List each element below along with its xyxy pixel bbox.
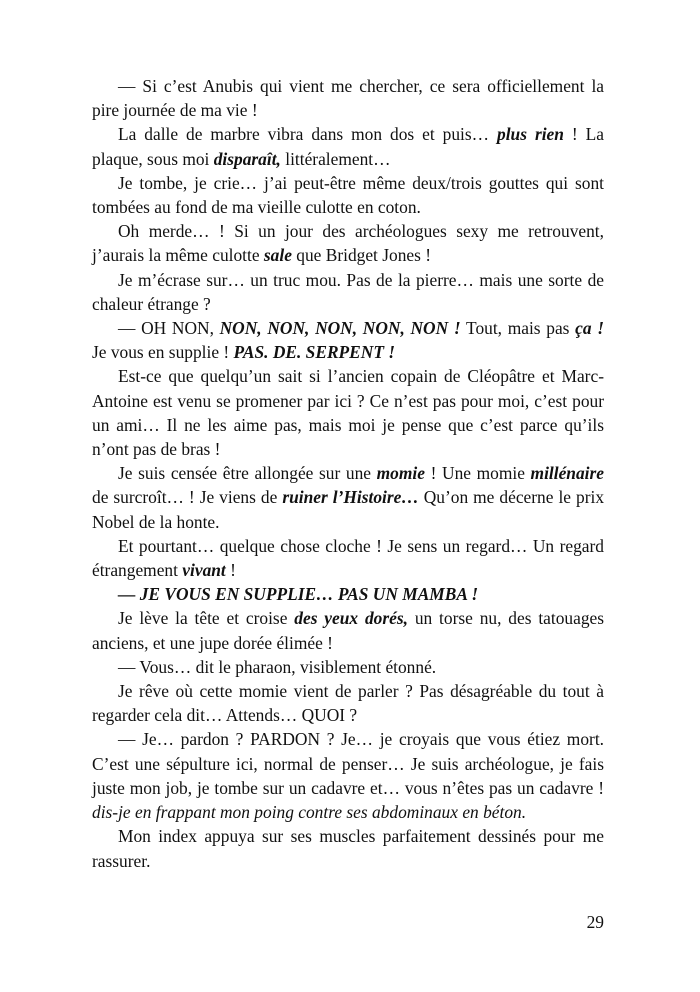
paragraph <box>92 606 604 654</box>
emphasis-text: vivant <box>182 560 226 581</box>
paragraph <box>92 582 604 606</box>
paragraph <box>92 364 604 461</box>
body-text <box>92 74 604 873</box>
emphasis-text: millénaire <box>530 463 604 484</box>
emphasis-text: plus rien <box>497 124 564 145</box>
emphasis-text: des yeux dorés, <box>294 608 408 629</box>
text-run: Je m’écrase sur… un truc mou. Pas de la pierre… mais une sorte de chaleur étrange ? <box>92 269 604 314</box>
text-run: ! Une momie <box>424 463 531 484</box>
paragraph <box>92 219 604 267</box>
text-run: Je rêve où cette momie vient de parler ? Pas désagréable du tout à regarder cela dit… Attends… QUOI ? <box>92 681 604 726</box>
paragraph <box>92 655 604 679</box>
text-run: Qu’on me décerne le prix Nobel de la honte. <box>92 487 605 532</box>
paragraph <box>92 679 604 727</box>
text-run: de surcroît… ! Je viens de <box>92 487 283 508</box>
emphasis-text: PAS. DE. SERPENT ! <box>233 342 396 363</box>
paragraph <box>92 727 604 824</box>
text-run: Je lève la tête et croise <box>118 608 295 629</box>
text-run: La dalle de marbre vibra dans mon dos et puis… <box>118 124 498 145</box>
text-run: Est-ce que quelqu’un sait si l’ancien copain de Cléopâtre et Marc-Antoine est venu se promener par ici ? Ce n’est pas pour moi, c’est pour un ami… Il ne les aime pas, mais moi je pense que c’est parce qu’ils n’ont pas de bras ! <box>92 366 604 460</box>
paragraph <box>92 824 604 872</box>
emphasis-text: disparaît, <box>213 148 281 169</box>
text-run: Et pourtant… quelque chose cloche ! Je sens un regard… Un regard étrangement <box>92 535 604 581</box>
text-run: Tout, mais pas <box>460 318 576 339</box>
text-run: — Je… pardon ? PARDON ? Je… je croyais que vous étiez mort. C’est une sépulture ici, normal de penser… Je suis archéologue, je fais juste mon job, je tombe sur un cadavre et… vous n’êtes pas un cadavre ! <box>92 729 604 798</box>
paragraph <box>92 74 604 122</box>
paragraph <box>92 534 604 582</box>
text-run: ! La plaque, sous moi <box>92 124 604 169</box>
text-run: Je tombe, je crie… j’ai peut-être même deux/trois gouttes qui sont tombées au fond de ma vieille culotte en coton. <box>92 172 604 218</box>
emphasis-text: momie <box>376 463 425 484</box>
emphasis-text: sale <box>263 245 292 266</box>
page-number: 29 <box>586 912 604 932</box>
paragraph <box>92 268 604 316</box>
emphasis-text: NON, NON, NON, NON, NON ! <box>219 318 461 339</box>
italic-text: dis-je en frappant mon poing contre ses abdominaux en béton. <box>92 802 527 823</box>
emphasis-text: ça ! <box>575 318 605 339</box>
emphasis-text: — JE VOUS EN SUPPLIE… PAS UN MAMBA ! <box>118 584 479 605</box>
text-run: — Vous… dit le pharaon, visiblement étonné. <box>118 656 437 677</box>
text-run: Je suis censée être allongée sur une <box>118 463 377 484</box>
paragraph <box>92 316 604 364</box>
text-run: ! <box>225 560 236 581</box>
text-run: un torse nu, des tatouages anciens, et une jupe dorée élimée ! <box>92 608 605 653</box>
emphasis-text: ruiner l’Histoire… <box>282 487 419 508</box>
paragraph <box>92 122 604 170</box>
paragraph <box>92 171 604 219</box>
text-run: Mon index appuya sur ses muscles parfaitement dessinés pour me rassurer. <box>92 826 604 871</box>
paragraph <box>92 461 604 534</box>
text-run: littéralement… <box>280 148 391 169</box>
text-run: — OH NON, <box>118 318 220 339</box>
text-run: Je vous en supplie ! <box>92 342 234 363</box>
text-run: — Si c’est Anubis qui vient me chercher, ce sera officiellement la pire journée de ma vie ! <box>92 76 604 121</box>
text-run: que Bridget Jones ! <box>291 245 432 266</box>
text-run: Oh merde… ! Si un jour des archéologues sexy me retrouvent, j’aurais la même culotte <box>92 221 604 266</box>
